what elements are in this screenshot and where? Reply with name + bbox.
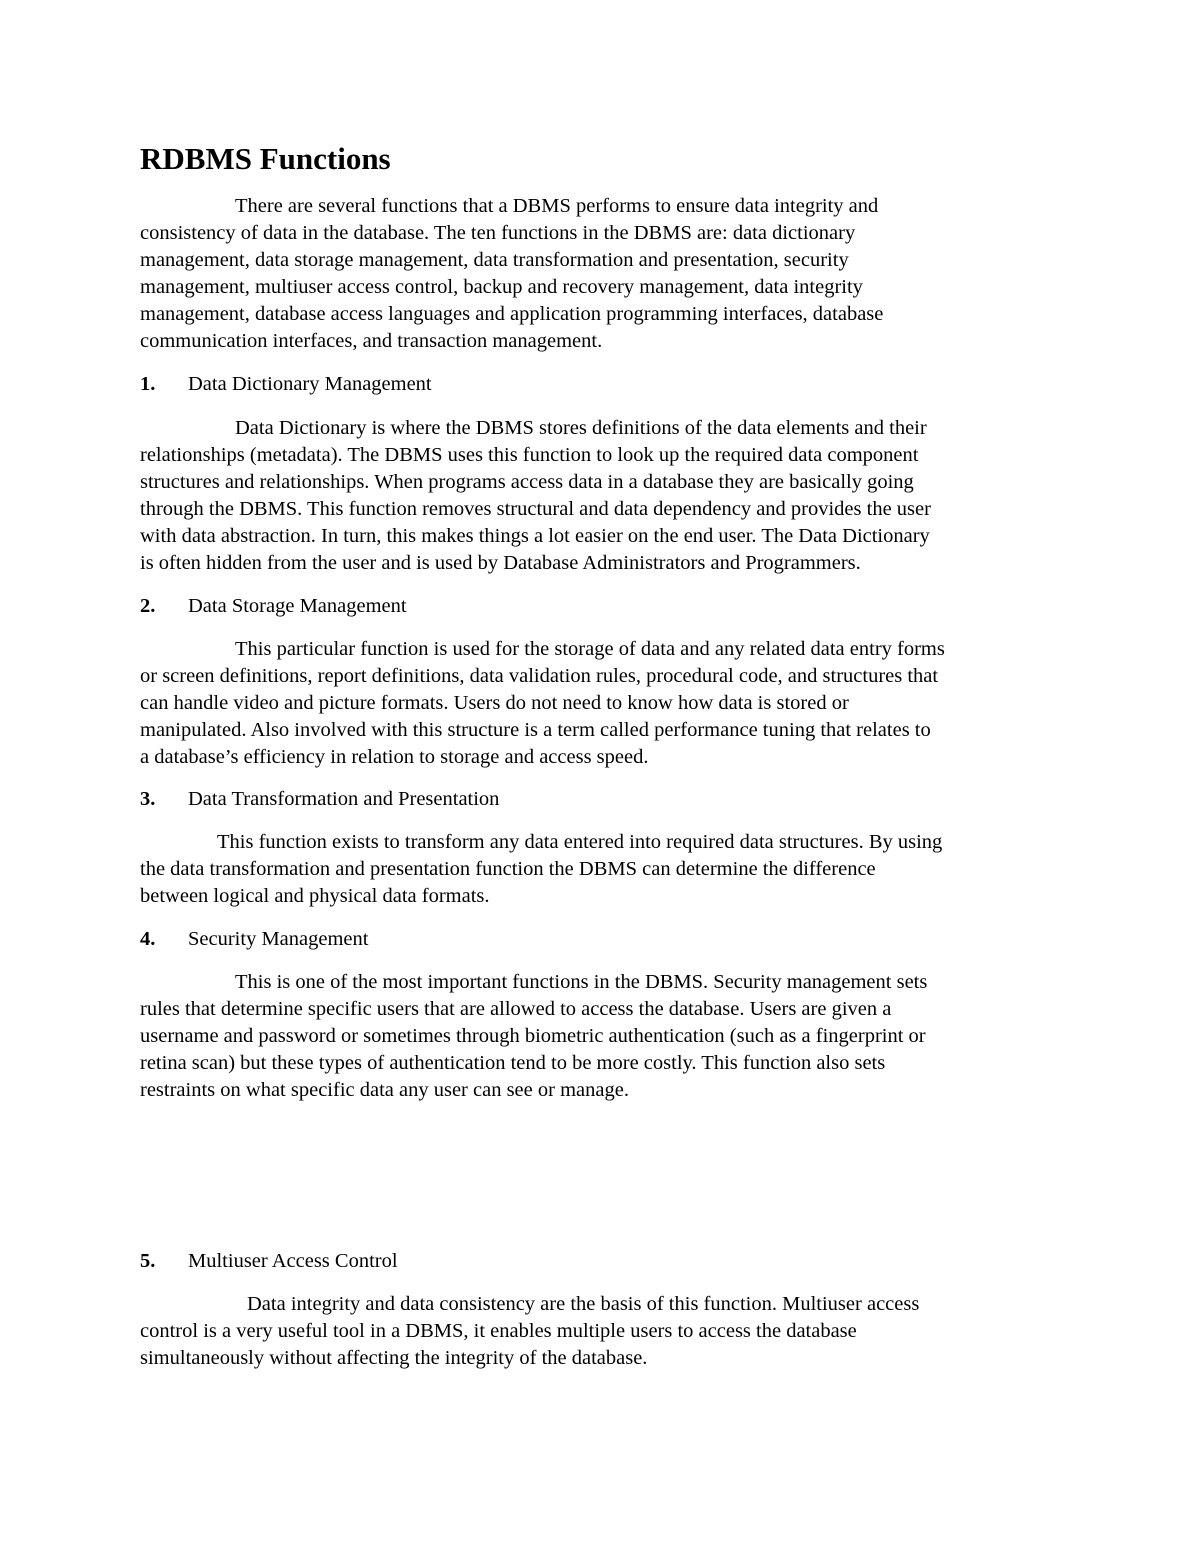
- text-line: control is a very useful tool in a DBMS, it enables multiple users to access the database: [140, 1320, 857, 1342]
- section-heading-text: Multiuser Access Control: [188, 1250, 398, 1272]
- section-number: 5.: [140, 1250, 156, 1272]
- text-line: management, database access languages and application programming interfaces, database: [140, 303, 884, 325]
- text-line: This is one of the most important functions in the DBMS. Security management sets: [235, 971, 928, 993]
- section-heading: [140, 371, 432, 398]
- text-line: username and password or sometimes through biometric authentication (such as a fingerprint or: [140, 1025, 926, 1047]
- section-number: 2.: [140, 595, 156, 617]
- section-heading-text: Data Dictionary Management: [188, 373, 432, 395]
- text-line: manipulated. Also involved with this structure is a term called performance tuning that relates to: [140, 719, 931, 741]
- text-line: can handle video and picture formats. Users do not need to know how data is stored or: [140, 692, 849, 714]
- text-line: retina scan) but these types of authentication tend to be more costly. This function also sets: [140, 1052, 886, 1074]
- section-paragraph: [140, 829, 1062, 910]
- section-number: 3.: [140, 788, 156, 810]
- section-number: 4.: [140, 928, 156, 950]
- text-line: a database’s efficiency in relation to storage and access speed.: [140, 746, 649, 768]
- section-heading-text: Security Management: [188, 928, 369, 950]
- text-line: with data abstraction. In turn, this makes things a lot easier on the end user. The Data Dictionary: [140, 525, 930, 547]
- section-heading: [140, 1248, 398, 1275]
- text-line: communication interfaces, and transaction management.: [140, 330, 603, 352]
- section-heading-text: Data Transformation and Presentation: [188, 788, 500, 810]
- text-line: relationships (metadata). The DBMS uses this function to look up the required data component: [140, 444, 919, 466]
- text-line: Data integrity and data consistency are the basis of this function. Multiuser access: [247, 1293, 920, 1315]
- text-line: or screen definitions, report definitions, data validation rules, procedural code, and structures that: [140, 665, 939, 687]
- text-line: management, data storage management, data transformation and presentation, security: [140, 249, 849, 271]
- text-line: This function exists to transform any data entered into required data structures. By using: [217, 831, 943, 853]
- section-heading: [140, 786, 499, 813]
- section-paragraph: [140, 636, 1062, 771]
- section-paragraph: [140, 1291, 1062, 1372]
- text-line: restraints on what specific data any user can see or manage.: [140, 1079, 629, 1101]
- section-paragraph: [140, 969, 1062, 1104]
- text-line: through the DBMS. This function removes structural and data dependency and provides the user: [140, 498, 931, 520]
- text-line: the data transformation and presentation function the DBMS can determine the difference: [140, 858, 876, 880]
- text-line: between logical and physical data formats.: [140, 885, 490, 907]
- section-number: 1.: [140, 373, 156, 395]
- text-line: management, multiuser access control, backup and recovery management, data integrity: [140, 276, 863, 298]
- text-line: Data Dictionary is where the DBMS stores definitions of the data elements and their: [235, 417, 927, 439]
- text-line: consistency of data in the database. The ten functions in the DBMS are: data dictionary: [140, 222, 856, 244]
- document-title: RDBMS Functions: [140, 141, 391, 176]
- section-heading: [140, 593, 407, 620]
- text-line: rules that determine specific users that are allowed to access the database. Users are given a: [140, 998, 892, 1020]
- text-line: This particular function is used for the storage of data and any related data entry forms: [235, 638, 945, 660]
- intro-paragraph: [140, 193, 1062, 355]
- section-heading: [140, 926, 368, 953]
- text-line: is often hidden from the user and is used by Database Administrators and Programmers.: [140, 552, 861, 574]
- text-line: structures and relationships. When programs access data in a database they are basically going: [140, 471, 914, 493]
- text-line: There are several functions that a DBMS performs to ensure data integrity and: [235, 195, 879, 217]
- section-heading-text: Data Storage Management: [188, 595, 407, 617]
- section-paragraph: [140, 415, 1062, 577]
- text-line: simultaneously without affecting the integrity of the database.: [140, 1347, 648, 1369]
